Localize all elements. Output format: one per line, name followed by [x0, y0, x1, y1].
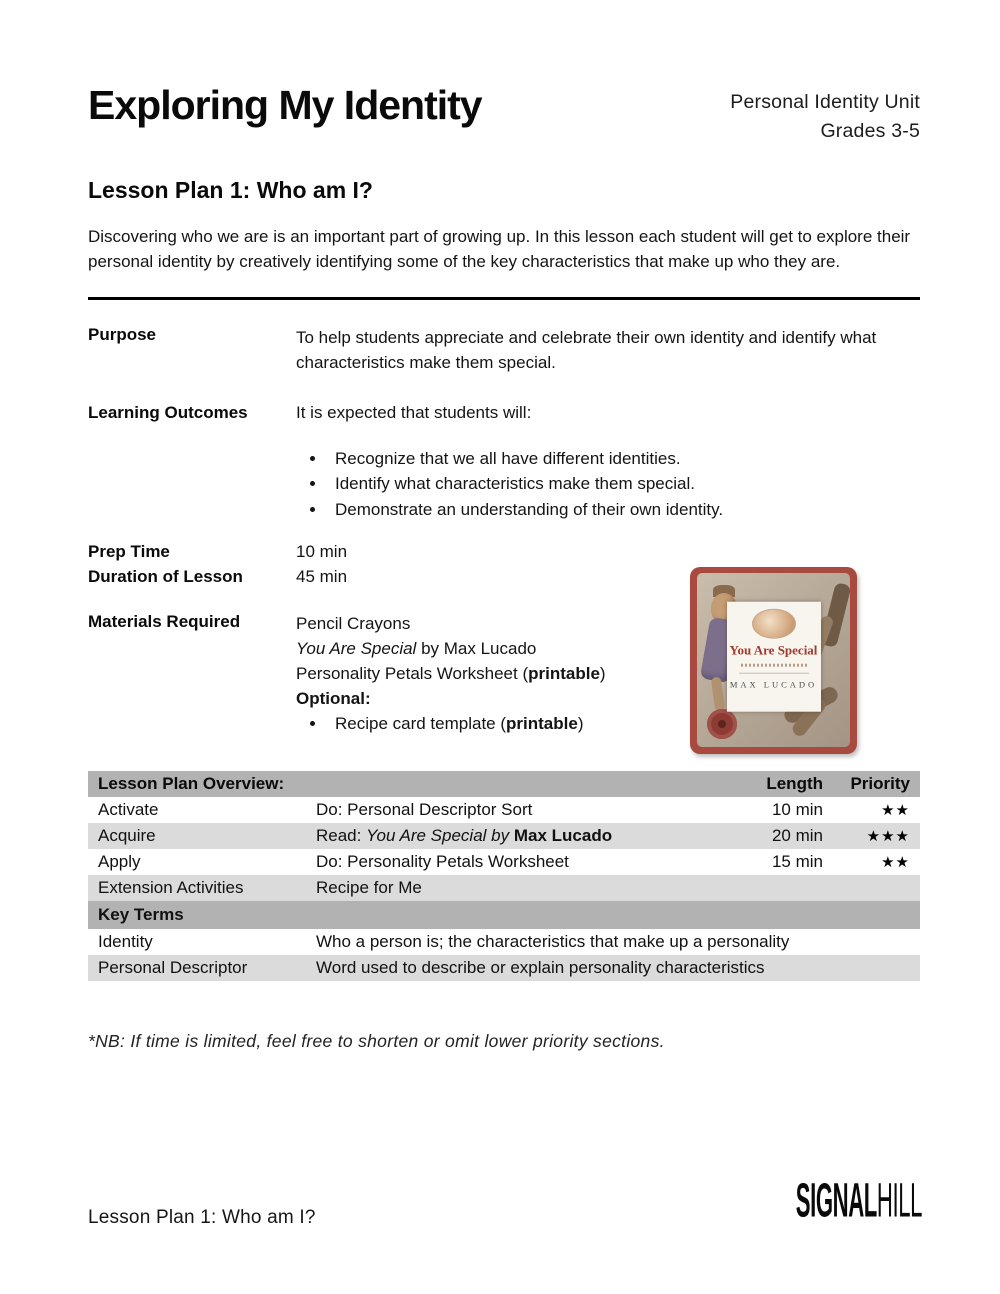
book-title: You Are Special [729, 642, 818, 658]
footer-page-label: Lesson Plan 1: Who am I? [88, 1207, 316, 1228]
table-row [88, 875, 920, 901]
book-label-divider [739, 673, 809, 674]
book-cover-image [690, 567, 857, 754]
outcomes-list [296, 446, 920, 523]
priority-stars: ★★ [881, 853, 910, 871]
book-caption-line [741, 664, 807, 667]
term-definition: Word used to describe or explain personality characteristics [316, 957, 765, 977]
unit-label: Personal Identity Unit [730, 91, 920, 113]
table-row [88, 797, 920, 823]
book-cover-vignette [752, 609, 796, 639]
row-length: 10 min [771, 799, 823, 819]
table-row [88, 849, 920, 875]
row-description: Do: Personal Descriptor Sort [316, 799, 533, 819]
purpose-label: Purpose [88, 324, 157, 344]
list-item: • Demonstrate an understanding of their own identity. [327, 497, 920, 523]
row-label: Apply [98, 851, 141, 871]
purpose-row [88, 325, 920, 376]
document-header [88, 0, 920, 147]
page-footer [88, 1173, 922, 1229]
term-definition: Who a person is; the characteristics that make up a personality [316, 931, 790, 951]
lesson-overview-table [88, 771, 920, 981]
list-item: • Recognize that we all have different identities. [327, 446, 920, 472]
purpose-text: To help students appreciate and celebrate their own identity and identify what characteristics make them special. [296, 327, 877, 372]
unit-info [730, 84, 920, 147]
outcomes-content [296, 403, 920, 523]
material-item: Personality Petals Worksheet (printable) [296, 663, 606, 683]
table-header-row [88, 771, 920, 797]
overview-title: Lesson Plan Overview: [98, 773, 285, 793]
material-item: Pencil Crayons [296, 613, 411, 633]
outcomes-intro: It is expected that students will: [296, 402, 532, 422]
grades-label: Grades 3-5 [820, 120, 920, 143]
lesson-heading: Lesson Plan 1: Who am I? [88, 176, 373, 203]
thread-spool-illustration [718, 720, 726, 728]
key-terms-header: Key Terms [88, 901, 920, 929]
table-row [88, 929, 920, 955]
list-item: • Recipe card template (printable) [327, 712, 920, 737]
priority-stars: ★★★ [866, 827, 910, 845]
nb-note: *NB: If time is limited, feel free to shorten or omit lower priority sections. [88, 1030, 665, 1051]
row-length: 15 min [771, 851, 823, 871]
row-label: Acquire [98, 825, 156, 845]
material-item: You Are Special by Max Lucado [296, 638, 537, 658]
section-divider [88, 297, 920, 300]
book-cover-label [727, 602, 821, 712]
row-length: 20 min [771, 825, 823, 845]
priority-stars: ★★ [881, 801, 910, 819]
prep-time-label: Prep Time [88, 542, 170, 561]
row-description: Recipe for Me [316, 877, 422, 897]
list-item: • Identify what characteristics make them special. [327, 471, 920, 497]
materials-label: Materials Required [88, 611, 241, 631]
page-title: Exploring My Identity [88, 82, 482, 128]
duration-value: 45 min [296, 566, 348, 586]
book-cover-art [697, 573, 850, 747]
row-description: Read: You Are Special by Max Lucado [316, 825, 613, 845]
row-label: Activate [98, 799, 159, 819]
priority-header: Priority [850, 773, 910, 793]
length-header: Length [766, 773, 823, 793]
prep-time-value: 10 min [296, 542, 348, 561]
table-row [88, 823, 920, 849]
book-author: MAX LUCADO [729, 679, 818, 690]
signalhill-logo: SIGNALHILL [795, 1173, 922, 1228]
term-label: Identity [98, 931, 153, 951]
row-description: Do: Personality Petals Worksheet [316, 851, 569, 871]
row-label: Extension Activities [98, 877, 244, 897]
duration-label: Duration of Lesson [88, 566, 243, 586]
table-row [88, 955, 920, 981]
outcomes-label: Learning Outcomes [88, 402, 248, 422]
learning-outcomes-row [88, 403, 920, 523]
optional-label: Optional: [296, 688, 371, 708]
intro-paragraph: Discovering who we are is an important part of growing up. In this lesson each student will get to explore their personal identity by creatively identifying some of the key characteristics that make up who they are. [88, 226, 911, 271]
prep-time-row [88, 540, 920, 565]
term-label: Personal Descriptor [98, 957, 248, 977]
